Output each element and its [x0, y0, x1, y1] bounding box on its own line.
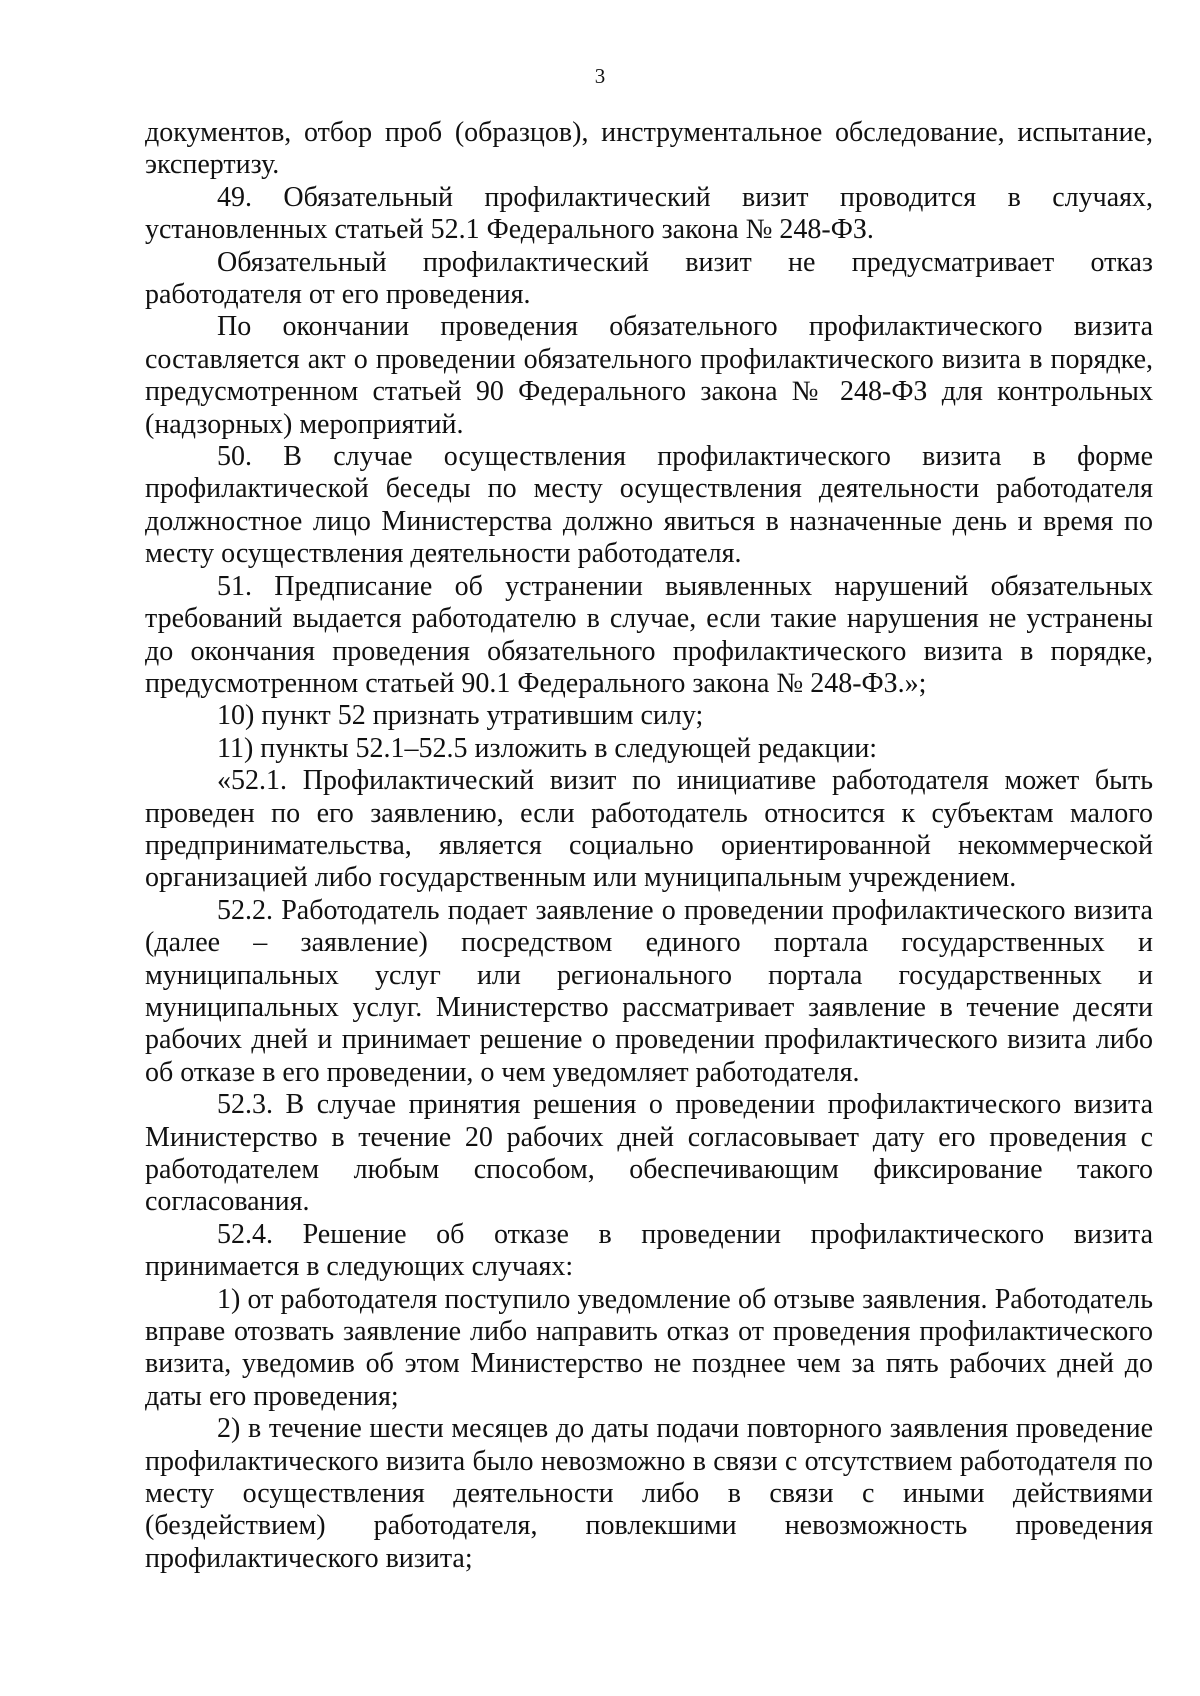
paragraph-subitem-11: 11) пункты 52.1–52.5 изложить в следующей редакции:: [217, 732, 878, 764]
paragraph-act-drawing: По окончании проведения обязательного профилактического визита составляется акт о проведении обязательного профилактического визита в порядке, предусмотренном статьей 90 Федерального закона № 248-ФЗ для контрольных (надзорных) мероприятий.: [145, 311, 1153, 440]
paragraph-item-52-4: 52.4. Решение об отказе в проведении профилактического визита принимается в следующих случаях:: [145, 1218, 1153, 1283]
paragraph-item-52-2: 52.2. Работодатель подает заявление о проведении профилактического визита (далее – заявление) посредством единого портала государственных и муниципальных услуг или регионального портала государственных и муниципальных услуг. Министерство рассматривает заявление в течение десяти рабочих дней и принимает решение о проведении профилактического визита либо об отказе в его проведении, о чем уведомляет работодателя.: [145, 894, 1153, 1088]
paragraph-item-52-1: «52.1. Профилактический визит по инициативе работодателя может быть проведен по его заявлению, если работодатель относится к субъектам малого предпринимательства, является социально ориентированной некоммерческой организацией либо государственным или муниципальным учреждением.: [145, 765, 1153, 894]
paragraph-item-50: 50. В случае осуществления профилактического визита в форме профилактической беседы по месту осуществления деятельности работодателя должностное лицо Министерства должно явиться в назначенные день и время по месту осуществления деятельности работодателя.: [145, 441, 1153, 570]
paragraph-case-1: 1) от работодателя поступило уведомление об отзыве заявления. Работодатель вправе отозвать заявление либо направить отказ от проведения профилактического визита, уведомив об этом Министерство не позднее чем за пять рабочих дней до даты его проведения;: [145, 1283, 1153, 1412]
paragraph-case-2: 2) в течение шести месяцев до даты подачи повторного заявления проведение профилактического визита было невозможно в связи с отсутствием работодателя по месту осуществления деятельности либо в связи с иными действиями (бездействием) работодателя, повлекшими невозможность проведения профилактического визита;: [145, 1413, 1153, 1574]
paragraph-subitem-10: 10) пункт 52 признать утратившим силу;: [217, 700, 704, 732]
page-number: 3: [594, 64, 606, 88]
paragraph-continuation: документов, отбор проб (образцов), инструментальное обследование, испытание, экспертизу.: [145, 117, 1153, 181]
paragraph-item-51: 51. Предписание об устранении выявленных нарушений обязательных требований выдается работодателю в случае, если такие нарушения не устранены до окончания проведения обязательного профилактического визита в порядке, предусмотренном статьей 90.1 Федерального закона № 248-ФЗ.»;: [145, 570, 1153, 699]
paragraph-item-49: 49. Обязательный профилактический визит проводится в случаях, установленных статьей 52.1 Федерального закона № 248-ФЗ.: [145, 181, 1153, 246]
paragraph-item-52-3: 52.3. В случае принятия решения о проведении профилактического визита Министерство в течение 20 рабочих дней согласовывает дату его проведения с работодателем любым способом, обеспечивающим фиксирование такого согласования.: [145, 1089, 1153, 1218]
paragraph-mandatory-visit-refusal: Обязательный профилактический визит не предусматривает отказ работодателя от его проведения.: [145, 246, 1153, 311]
document-body: [145, 117, 1153, 1575]
